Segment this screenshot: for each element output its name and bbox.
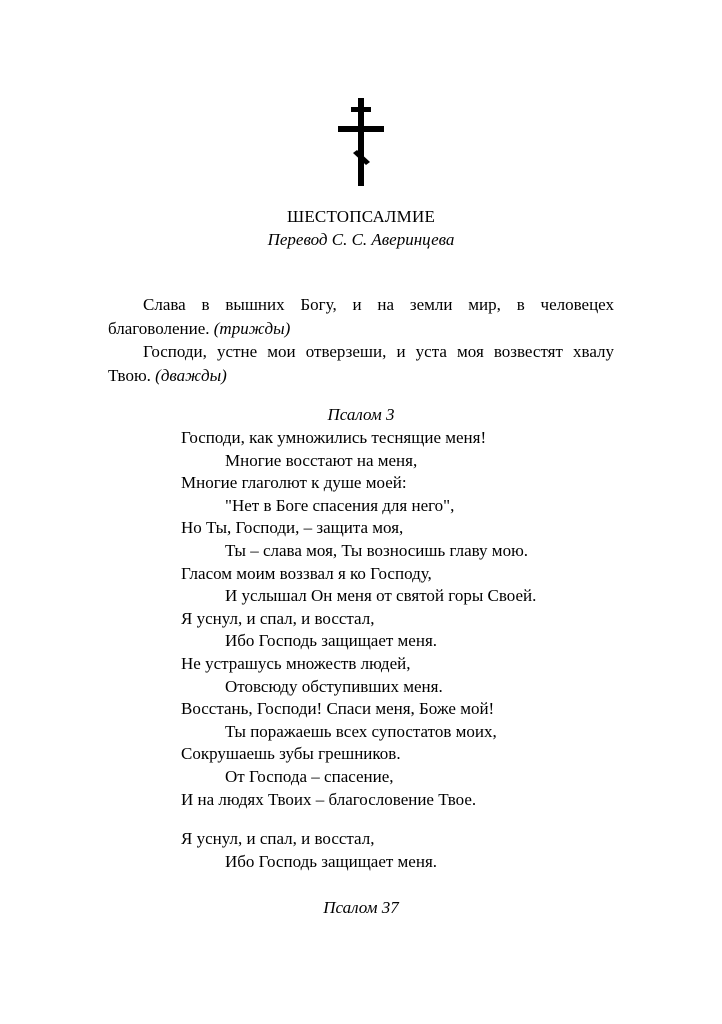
verse-line: Отовсюду обступивших меня. — [225, 676, 443, 696]
page-title: ШЕСТОПСАЛМИЕ — [286, 207, 436, 226]
verse-line: "Нет в Боге спасения для него", — [225, 495, 455, 515]
psalm-37-heading: Псалом 37 — [323, 898, 399, 917]
verse-line: Восстань, Господи! Спаси меня, Боже мой! — [181, 699, 495, 719]
verse-line: Я уснул, и спал, и восстал, — [181, 608, 375, 628]
intro-paragraph: Господи, устне мои отверзеши, и уста моя возвестят хвалу Твою. (дважды) — [108, 342, 614, 385]
verse-line: Многие глаголют к душе моей: — [181, 473, 407, 493]
verse-line: Господи, как умножились теснящие меня! — [181, 428, 487, 447]
verse-line: Гласом моим воззвал я ко Господу, — [181, 563, 432, 583]
verse-line: Ибо Господь защищает меня. — [225, 851, 438, 871]
verse-line: Многие восстают на меня, — [225, 450, 418, 470]
repeat-note: (трижды) — [213, 318, 291, 338]
verse-line: Сокрушаешь зубы грешников. — [181, 744, 401, 764]
verse-line: От Господа – спасение, — [225, 766, 394, 786]
verse-line: Но Ты, Господи, – защита моя, — [181, 518, 404, 538]
intro-section — [108, 293, 614, 387]
verse-line: Я уснул, и спал, и восстал, — [181, 829, 375, 848]
psalm-3-verses — [181, 427, 536, 811]
verse-line: И на людях Твоих – благословение Твое. — [181, 789, 477, 809]
verse-line: Не устрашусь множеств людей, — [181, 653, 411, 673]
verse-line: Ты – слава моя, Ты возносишь главу мою. — [225, 540, 529, 560]
verse-line: Ибо Господь защищает меня. — [225, 631, 438, 651]
orthodox-cross-icon — [336, 98, 386, 186]
repeat-note: (дважды) — [155, 365, 227, 385]
psalm-3-repeat-verses — [181, 828, 437, 873]
intro-paragraph: Слава в вышних Богу, и на земли мир, в человецех благоволение. (трижды) — [108, 295, 614, 338]
verse-line: Ты поражаешь всех супостатов моих, — [225, 721, 497, 741]
verse-line: И услышал Он меня от святой горы Своей. — [225, 586, 537, 606]
psalm-3-heading: Псалом 3 — [327, 405, 395, 424]
translator-subtitle: Перевод С. С. Аверинцева — [267, 230, 455, 249]
